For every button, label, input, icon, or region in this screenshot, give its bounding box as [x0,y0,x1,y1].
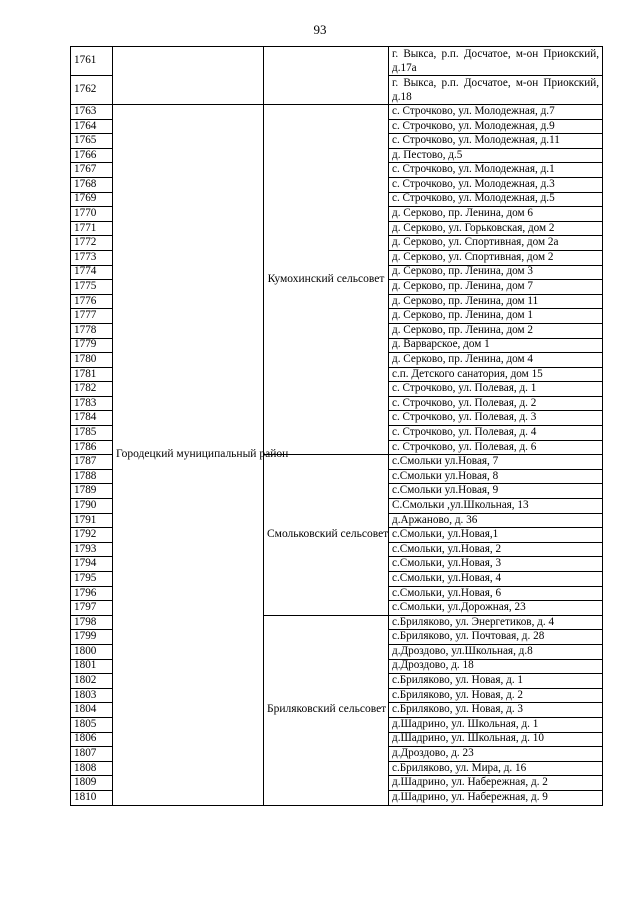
address-cell: д. Серково, пр. Ленина, дом 2 [389,323,603,338]
address-cell: с.Смольки ул.Новая, 8 [389,469,603,484]
row-number: 1778 [71,323,113,338]
address-cell: д. Пестово, д.5 [389,148,603,163]
address-cell: д. Серково, пр. Ленина, дом 1 [389,309,603,324]
row-number: 1808 [71,761,113,776]
address-cell: с. Строчково, ул. Полевая, д. 4 [389,426,603,441]
address-cell: с.Смольки, ул.Новая,1 [389,528,603,543]
table-row [71,47,603,76]
row-number: 1767 [71,163,113,178]
row-number: 1791 [71,513,113,528]
address-cell: с.Смольки, ул.Новая, 2 [389,542,603,557]
row-number: 1806 [71,732,113,747]
row-number: 1777 [71,309,113,324]
row-number: 1784 [71,411,113,426]
address-cell: с. Строчково, ул. Молодежная, д.5 [389,192,603,207]
table-row [71,105,603,120]
row-number: 1780 [71,353,113,368]
address-cell: с.Бриляково, ул. Новая, д. 3 [389,703,603,718]
row-number: 1765 [71,134,113,149]
address-cell: д.Аржаново, д. 36 [389,513,603,528]
row-number: 1787 [71,455,113,470]
district-name: Городецкий муниципальный район [113,105,264,806]
address-cell: с.Бриляково, ул. Новая, д. 2 [389,688,603,703]
address-cell: с. Строчково, ул. Полевая, д. 1 [389,382,603,397]
address-cell: д.Шадрино, ул. Набережная, д. 9 [389,790,603,805]
address-cell: д.Шадрино, ул. Набережная, д. 2 [389,776,603,791]
address-cell: с.п. Детского санатория, дом 15 [389,367,603,382]
page-number: 93 [313,22,327,37]
address-cell: с.Смольки, ул.Новая, 4 [389,572,603,587]
row-number: 1789 [71,484,113,499]
row-number: 1794 [71,557,113,572]
address-cell: д.Шадрино, ул. Школьная, д. 1 [389,717,603,732]
row-number: 1768 [71,177,113,192]
address-cell: д. Серково, пр. Ленина, дом 11 [389,294,603,309]
address-cell: с. Строчково, ул. Молодежная, д.9 [389,119,603,134]
row-number: 1795 [71,572,113,587]
row-number: 1801 [71,659,113,674]
address-cell: д. Варварское, дом 1 [389,338,603,353]
row-number: 1785 [71,426,113,441]
address-cell: д.Дроздово, д. 23 [389,747,603,762]
settlement-cell-empty [264,47,389,105]
row-number: 1809 [71,776,113,791]
row-number: 1773 [71,250,113,265]
address-cell: д. Серково, ул. Горьковская, дом 2 [389,221,603,236]
address-cell: с. Строчково, ул. Полевая, д. 6 [389,440,603,455]
registry-body [71,47,603,806]
address-registry-table [70,46,603,806]
address-cell: с.Бриляково, ул. Новая, д. 1 [389,674,603,689]
address-cell: с.Бриляково, ул. Энергетиков, д. 4 [389,615,603,630]
row-number: 1772 [71,236,113,251]
address-cell: г. Выкса, р.п. Досчатое, м-он Приокский, д.18 [389,76,603,105]
settlement-name: Кумохинский сельсовет [264,105,389,455]
address-cell: д.Шадрино, ул. Школьная, д. 10 [389,732,603,747]
row-number: 1776 [71,294,113,309]
address-cell: с.Смольки, ул.Новая, 6 [389,586,603,601]
address-cell: с. Строчково, ул. Молодежная, д.11 [389,134,603,149]
address-cell: д. Серково, ул. Спортивная, дом 2 [389,250,603,265]
row-number: 1774 [71,265,113,280]
address-cell: д. Серково, пр. Ленина, дом 6 [389,207,603,222]
row-number: 1769 [71,192,113,207]
row-number: 1796 [71,586,113,601]
row-number: 1798 [71,615,113,630]
address-cell: С.Смольки ,ул.Школьная, 13 [389,499,603,514]
address-cell: д.Дроздово, ул.Школьная, д.8 [389,644,603,659]
row-number: 1770 [71,207,113,222]
address-cell: с.Бриляково, ул. Почтовая, д. 28 [389,630,603,645]
address-cell: д. Серково, пр. Ленина, дом 4 [389,353,603,368]
row-number: 1786 [71,440,113,455]
address-cell: с. Строчково, ул. Полевая, д. 2 [389,396,603,411]
row-number: 1797 [71,601,113,616]
row-number: 1783 [71,396,113,411]
district-cell-empty [113,47,264,105]
address-cell: с.Смольки ул.Новая, 7 [389,455,603,470]
address-cell: с. Строчково, ул. Молодежная, д.1 [389,163,603,178]
row-number: 1804 [71,703,113,718]
address-cell: с. Строчково, ул. Молодежная, д.7 [389,105,603,120]
settlement-name: Бриляковский сельсовет [264,615,389,805]
address-cell: д. Серково, пр. Ленина, дом 3 [389,265,603,280]
row-number: 1807 [71,747,113,762]
row-number: 1782 [71,382,113,397]
row-number: 1803 [71,688,113,703]
row-number: 1781 [71,367,113,382]
row-number: 1766 [71,148,113,163]
row-number: 1764 [71,119,113,134]
address-cell: д. Серково, ул. Спортивная, дом 2а [389,236,603,251]
row-number: 1788 [71,469,113,484]
row-number: 1763 [71,105,113,120]
address-cell: с. Строчково, ул. Полевая, д. 3 [389,411,603,426]
row-number: 1792 [71,528,113,543]
row-number: 1771 [71,221,113,236]
row-number: 1775 [71,280,113,295]
row-number: 1761 [71,47,113,76]
row-number: 1762 [71,76,113,105]
address-cell: г. Выкса, р.п. Досчатое, м-он Приокский, д.17а [389,47,603,76]
address-cell: с.Смольки ул.Новая, 9 [389,484,603,499]
row-number: 1810 [71,790,113,805]
row-number: 1802 [71,674,113,689]
settlement-name: Смольковский сельсовет [264,455,389,616]
address-cell: с. Строчково, ул. Молодежная, д.3 [389,177,603,192]
address-cell: с.Бриляково, ул. Мира, д. 16 [389,761,603,776]
row-number: 1793 [71,542,113,557]
address-cell: с.Смольки, ул.Дорожная, 23 [389,601,603,616]
row-number: 1799 [71,630,113,645]
row-number: 1779 [71,338,113,353]
address-cell: д. Серково, пр. Ленина, дом 7 [389,280,603,295]
row-number: 1800 [71,644,113,659]
address-cell: д.Дроздово, д. 18 [389,659,603,674]
address-cell: с.Смольки, ул.Новая, 3 [389,557,603,572]
row-number: 1805 [71,717,113,732]
row-number: 1790 [71,499,113,514]
